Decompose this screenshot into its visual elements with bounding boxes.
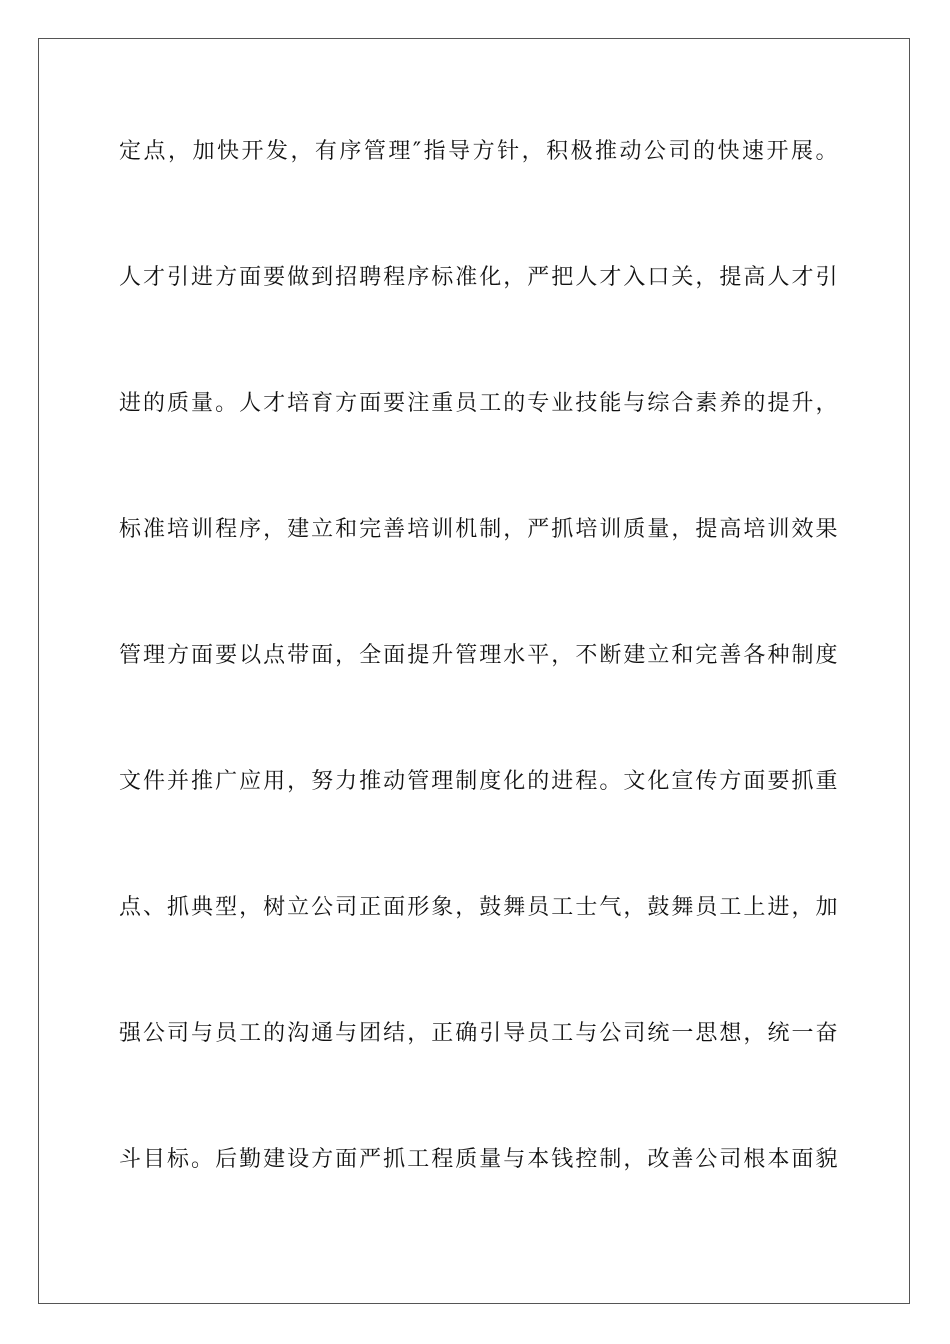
text-line-5: 管理方面要以点带面，全面提升管理水平，不断建立和完善各种制度 <box>119 643 839 668</box>
text-line-7: 点、抓典型，树立公司正面形象，鼓舞员工士气，鼓舞员工上进，加 <box>119 895 839 920</box>
text-line-1: 定点，加快开发，有序管理″指导方针，积极推动公司的快速开展。 <box>119 139 839 164</box>
text-line-8: 强公司与员工的沟通与团结，正确引导员工与公司统一思想，统一奋 <box>119 1021 839 1046</box>
document-body <box>119 139 839 1273</box>
text-line-2: 人才引进方面要做到招聘程序标准化，严把人才入口关，提高人才引 <box>119 265 839 290</box>
text-line-6: 文件并推广应用，努力推动管理制度化的进程。文化宣传方面要抓重 <box>119 769 839 794</box>
text-line-3: 进的质量。人才培育方面要注重员工的专业技能与综合素养的提升， <box>119 391 839 416</box>
text-line-4: 标准培训程序，建立和完善培训机制，严抓培训质量，提高培训效果 <box>119 517 839 542</box>
text-line-9: 斗目标。后勤建设方面严抓工程质量与本钱控制，改善公司根本面貌 <box>119 1147 839 1172</box>
page-frame <box>38 38 910 1304</box>
